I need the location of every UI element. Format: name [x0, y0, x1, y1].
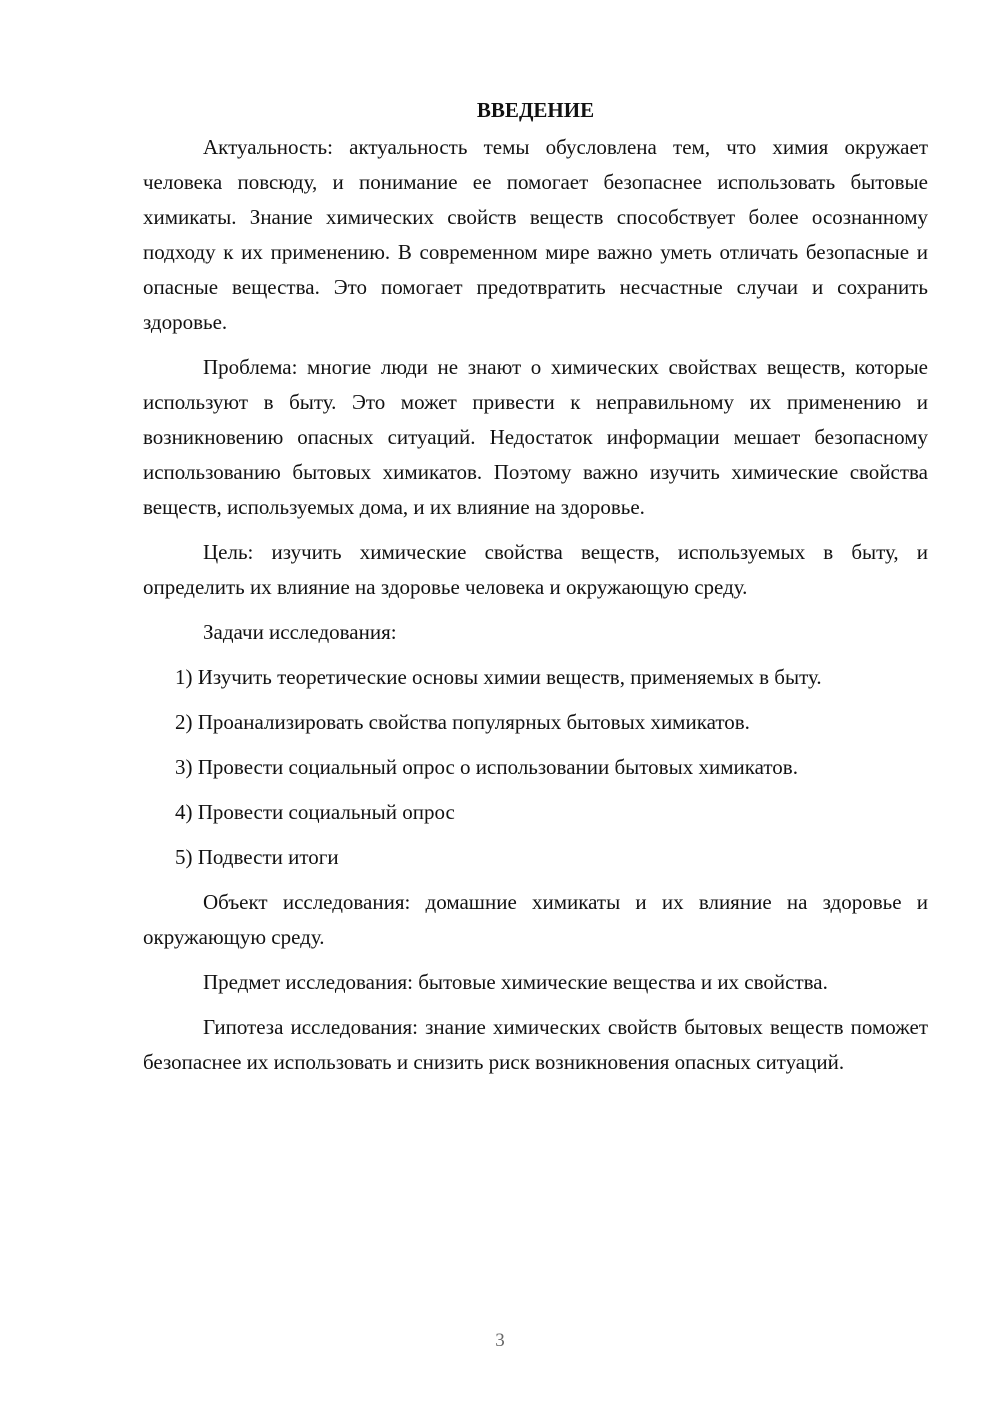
page-content: [143, 92, 928, 1090]
problem-paragraph: Проблема: многие люди не знают о химических свойствах веществ, которые используют в быту. Это может привести к неправильному их применению и возникновению опасных ситуаций. Недостаток информации мешает безопасному использованию бытовых химикатов. Поэтому важно изучить химические свойства веществ, используемых дома, и их влияние на здоровье.: [143, 355, 928, 519]
page-number: 3: [495, 1330, 505, 1351]
object-paragraph: Объект исследования: домашние химикаты и их влияние на здоровье и окружающую среду.: [143, 890, 928, 949]
task-item-2: 2) Проанализировать свойства популярных бытовых химикатов.: [175, 710, 750, 734]
goal-paragraph: Цель: изучить химические свойства веществ, используемых в быту, и определить их влияние на здоровье человека и окружающую среду.: [143, 540, 928, 599]
section-title: ВВЕДЕНИЕ: [476, 98, 595, 122]
task-item-4: 4) Провести социальный опрос: [175, 800, 455, 824]
relevance-paragraph: Актуальность: актуальность темы обусловлена тем, что химия окружает человека повсюду, и понимание ее помогает безопаснее использовать бытовые химикаты. Знание химических свойств веществ способствует более осознанному подходу к их применению. В современном мире важно уметь отличать безопасные и опасные вещества. Это помогает предотвратить несчастные случаи и сохранить здоровье.: [143, 135, 928, 334]
task-item-3: 3) Провести социальный опрос о использовании бытовых химикатов.: [175, 755, 798, 779]
task-item-5: 5) Подвести итоги: [175, 845, 339, 869]
hypothesis-paragraph: Гипотеза исследования: знание химических свойств бытовых веществ поможет безопаснее их использовать и снизить риск возникновения опасных ситуаций.: [143, 1015, 928, 1074]
task-item-1: 1) Изучить теоретические основы химии веществ, применяемых в быту.: [175, 665, 822, 689]
tasks-heading: Задачи исследования:: [203, 620, 397, 644]
subject-paragraph: Предмет исследования: бытовые химические вещества и их свойства.: [203, 970, 828, 994]
